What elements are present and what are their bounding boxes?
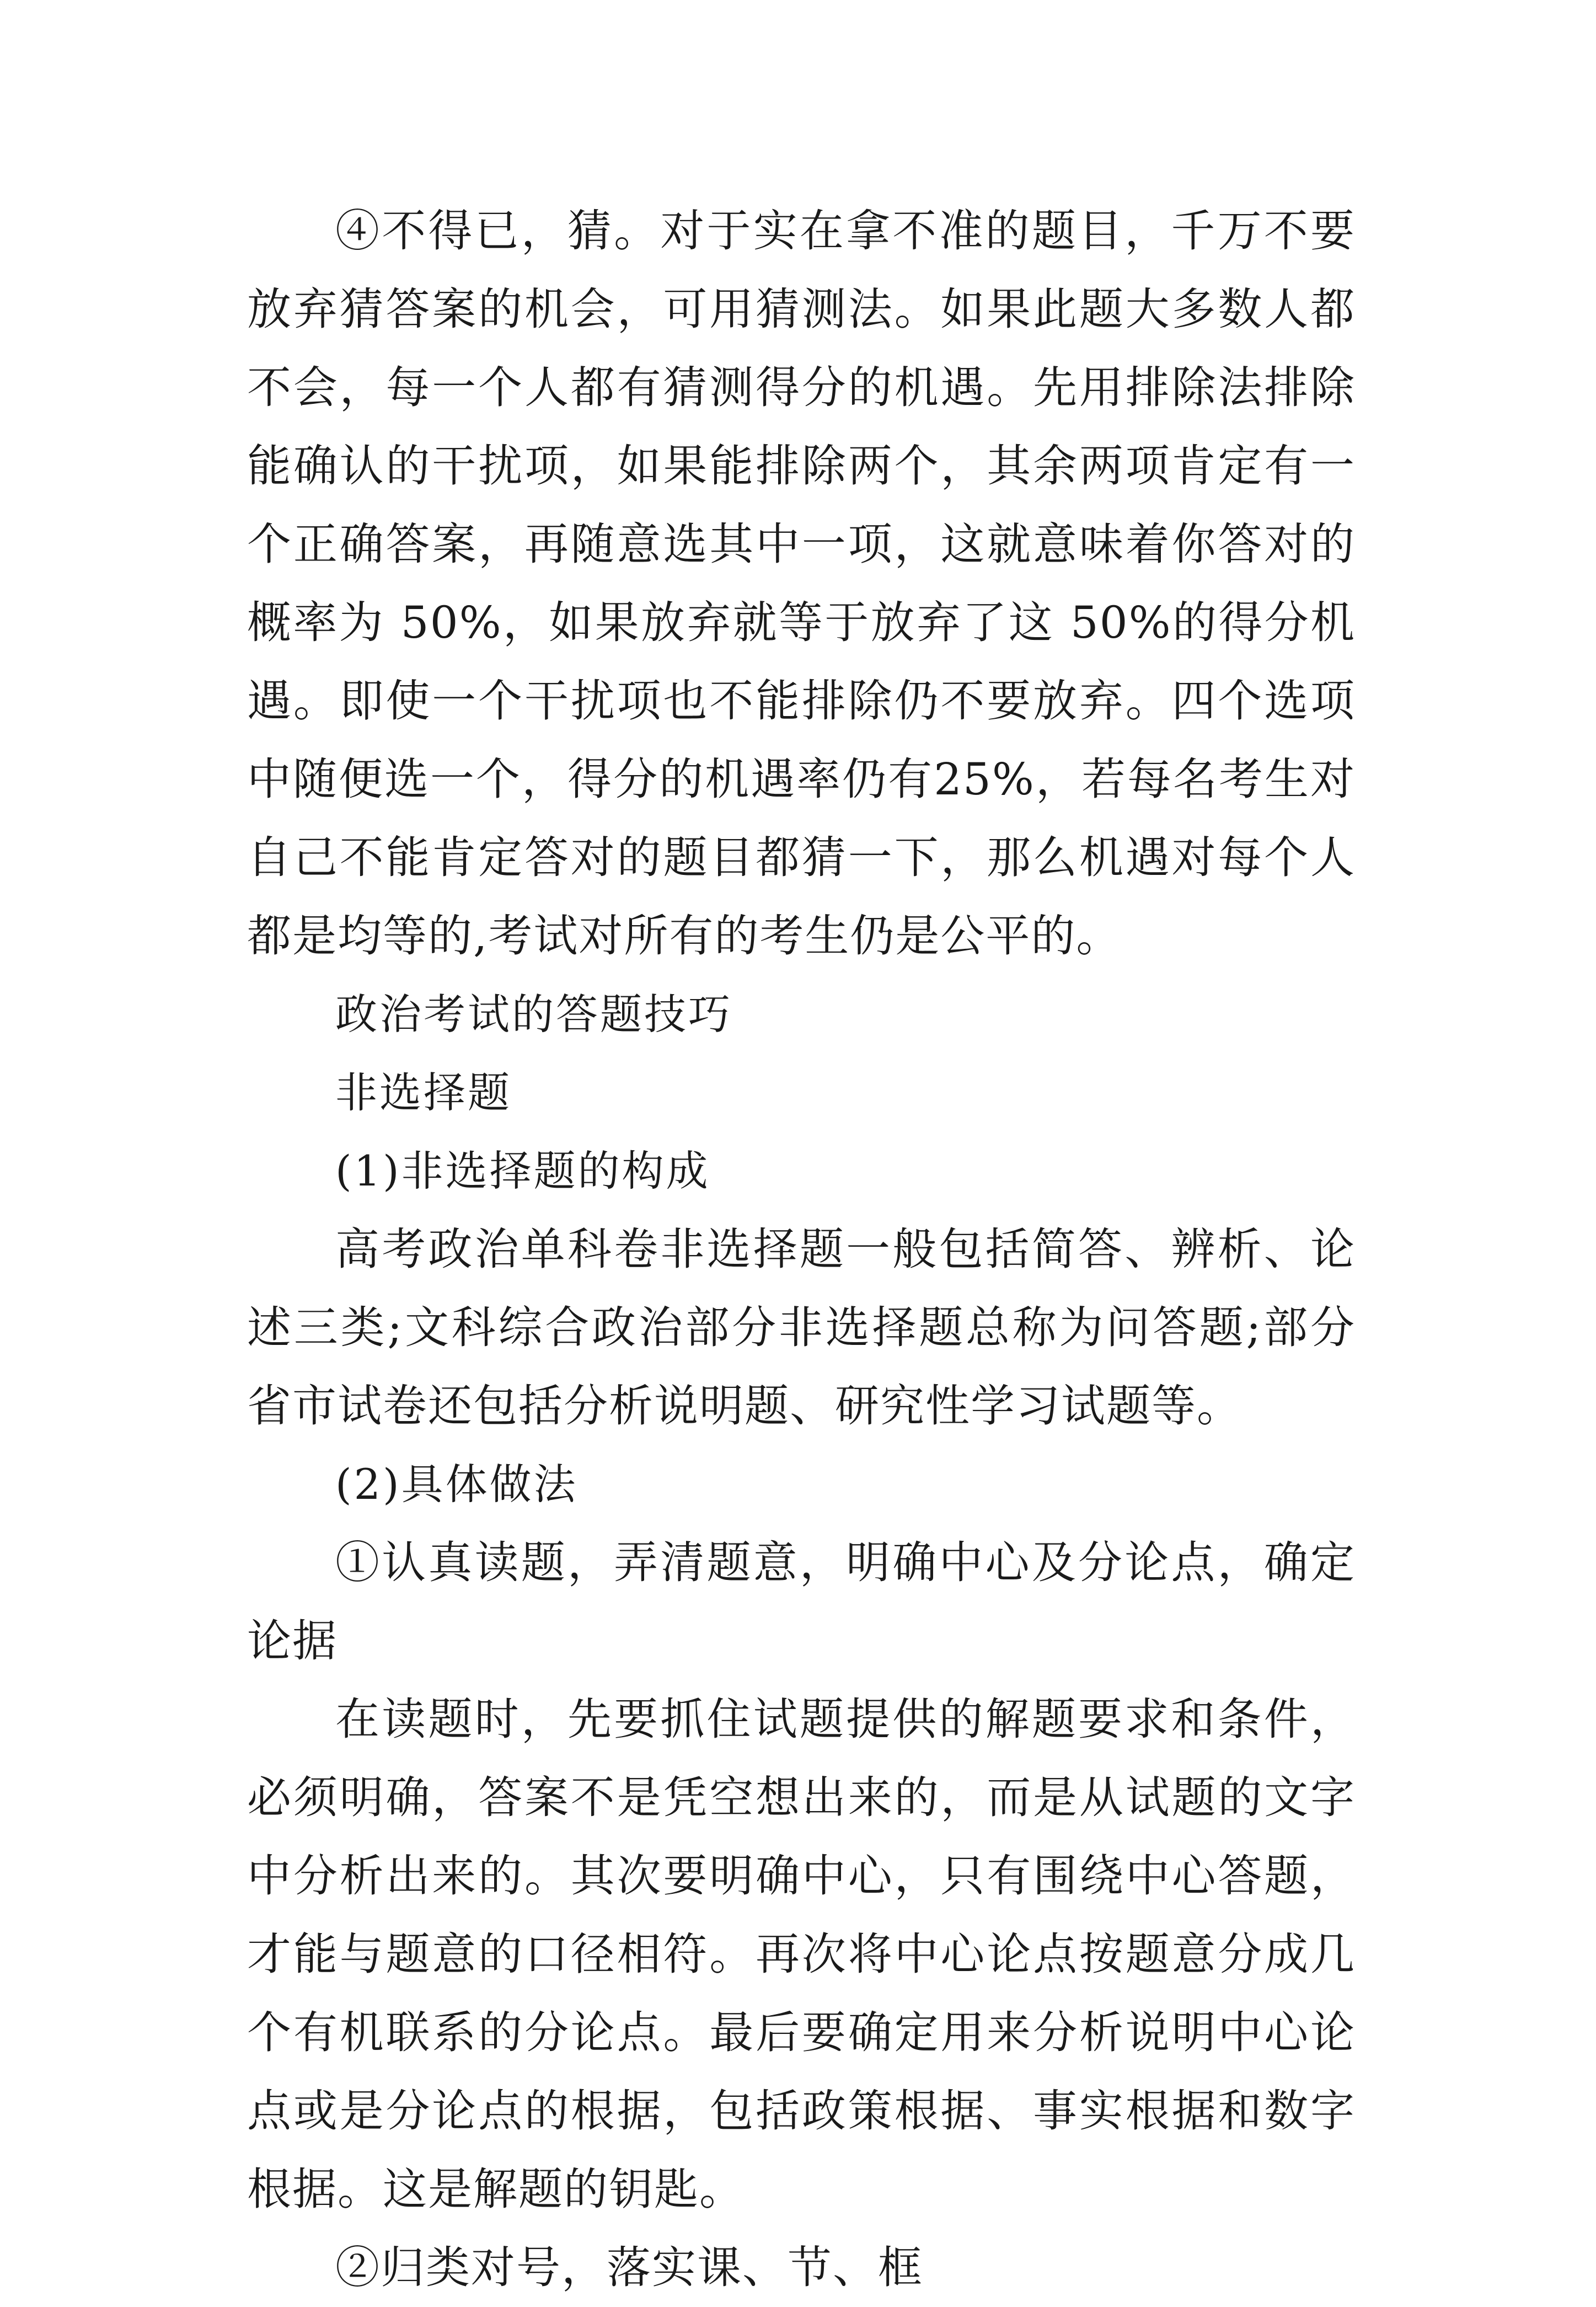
paragraph-composition: 高考政治单科卷非选择题一般包括简答、辨析、论述三类;文科综合政治部分非选择题总称为问答题;部分省市试卷还包括分析说明题、研究性学习试题等。 [247,1224,1356,1432]
paragraph-step-two-title: ②归类对号，落实课、节、框 [335,2242,923,2293]
subheading-composition: (1)非选择题的构成 [335,1146,710,1195]
paragraph-step-one-title: ①认真读题，弄清题意，明确中心及分论点，确定论据 [247,1537,1356,1667]
subheading-methods: (2)具体做法 [335,1460,578,1509]
section-heading-non-choice: 非选择题 [335,1068,512,1117]
section-heading-politics-tips: 政治考试的答题技巧 [335,990,732,1039]
document-body [247,192,1356,2307]
paragraph-step-one-body: 在读题时，先要抓住试题提供的解题要求和条件，必须明确，答案不是凭空想出来的，而是从试题的文字中分析出来的。其次要明确中心，只有围绕中心答题，才能与题意的口径相符。再次将中心论点按题意分成几个有机联系的分论点。最后要确定用来分析说明中心论点或是分论点的根据，包括政策根据、事实根据和数字根据。这是解题的钥匙。 [247,1694,1356,2215]
paragraph-guess-strategy: ④不得已，猜。对于实在拿不准的题目，千万不要放弃猜答案的机会，可用猜测法。如果此题大多数人都不会，每一个人都有猜测得分的机遇。先用排除法排除能确认的干扰项，如果能排除两个，其余两项肯定有一个正确答案，再随意选其中一项，这就意味着你答对的概率为 50%，如果放弃就等于放弃了这 50%的得分机遇。即使一个干扰项也不能排除仍不要放弃。四个选项中随便选一个，得分的机遇率仍有25%，若每名考生对自己不能肯定答对的题目都猜一下，那么机遇对每个人都是均等的,考试对所有的考生仍是公平的。 [247,205,1356,962]
